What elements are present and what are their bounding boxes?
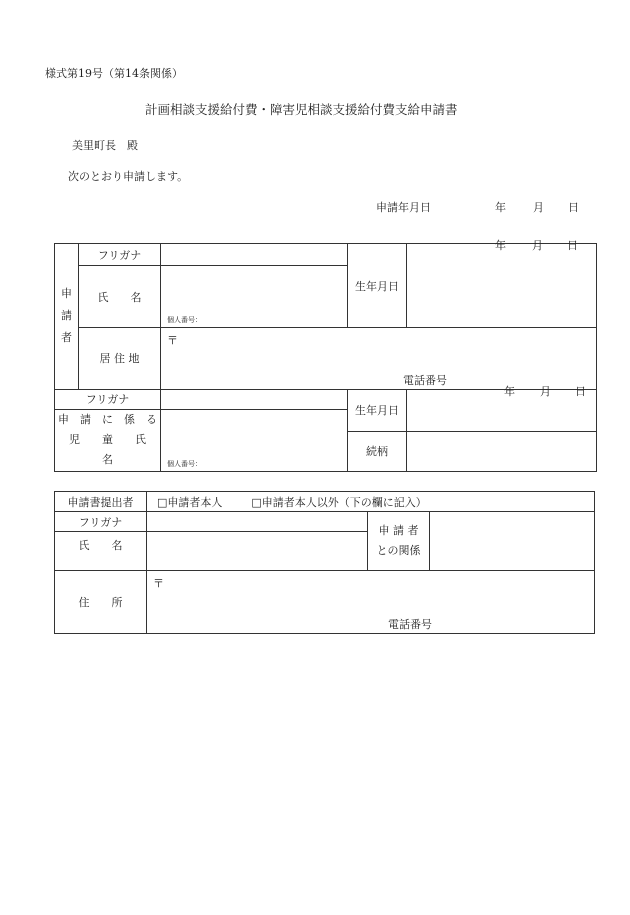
child-furigana-field[interactable]	[161, 389, 348, 409]
applicant-side-label: 申 請 者	[55, 244, 79, 390]
applicant-birthdate-field[interactable]: 年 月 日	[407, 244, 597, 328]
submitter-relation-label: 申 請 者 との関係	[368, 512, 430, 571]
submitter-address-label: 住 所	[55, 571, 147, 634]
applicant-address-field[interactable]	[161, 328, 597, 389]
addressee: 美里町長 殿	[72, 139, 138, 152]
application-date-year: 年	[495, 201, 506, 214]
child-name-label: 申 請 に 係 る 児 童 氏 名	[55, 409, 161, 471]
submitter-relation-field[interactable]	[430, 512, 595, 571]
application-date-label: 申請年月日	[376, 201, 431, 214]
applicant-name-label: 氏 名	[79, 266, 161, 328]
submitter-postal-mark: 〒	[153, 577, 164, 590]
submitter-address-field[interactable]	[147, 571, 595, 634]
child-birthdate-field[interactable]: 年 月 日	[407, 389, 597, 431]
child-furigana-label: フリガナ	[55, 389, 161, 409]
applicant-personal-number-label: 個人番号：	[167, 316, 202, 325]
applicant-address-label: 居 住 地	[79, 328, 161, 389]
page-title: 計画相談支援給付費・障害児相談支援給付費支給申請書	[145, 102, 458, 117]
submitter-phone-label: 電話番号	[388, 618, 432, 631]
applicant-name-field[interactable]	[161, 266, 348, 328]
applicant-furigana-label: フリガナ	[79, 244, 161, 266]
submitter-name-label: 氏 名	[55, 532, 147, 571]
applicant-phone-label: 電話番号	[403, 373, 447, 387]
form-number: 様式第19号（第14条関係）	[45, 67, 183, 80]
submitter-self-checkbox[interactable]: □申請者本人	[157, 495, 223, 509]
submitter-options	[147, 492, 595, 512]
submitter-table	[54, 491, 595, 634]
child-birthdate-label: 生年月日	[348, 389, 407, 431]
submitter-furigana-label: フリガナ	[55, 512, 147, 532]
submitter-label: 申請書提出者	[55, 492, 147, 512]
submitter-name-field[interactable]	[147, 532, 368, 571]
applicant-birthdate-label: 生年月日	[348, 244, 407, 328]
submitter-furigana-field[interactable]	[147, 512, 368, 532]
application-date-day: 日	[568, 201, 579, 214]
child-relation-label: 続柄	[348, 431, 407, 471]
applicant-postal-mark: 〒	[167, 334, 178, 348]
child-relation-field[interactable]	[407, 431, 597, 471]
submitter-other-checkbox[interactable]: □申請者本人以外（下の欄に記入）	[251, 495, 427, 509]
application-date-month: 月	[533, 201, 544, 214]
intro-text: 次のとおり申請します。	[68, 170, 189, 183]
child-personal-number-label: 個人番号：	[167, 460, 202, 468]
applicant-table	[54, 239, 597, 472]
applicant-furigana-field[interactable]	[161, 244, 348, 266]
child-name-field[interactable]	[161, 409, 348, 471]
